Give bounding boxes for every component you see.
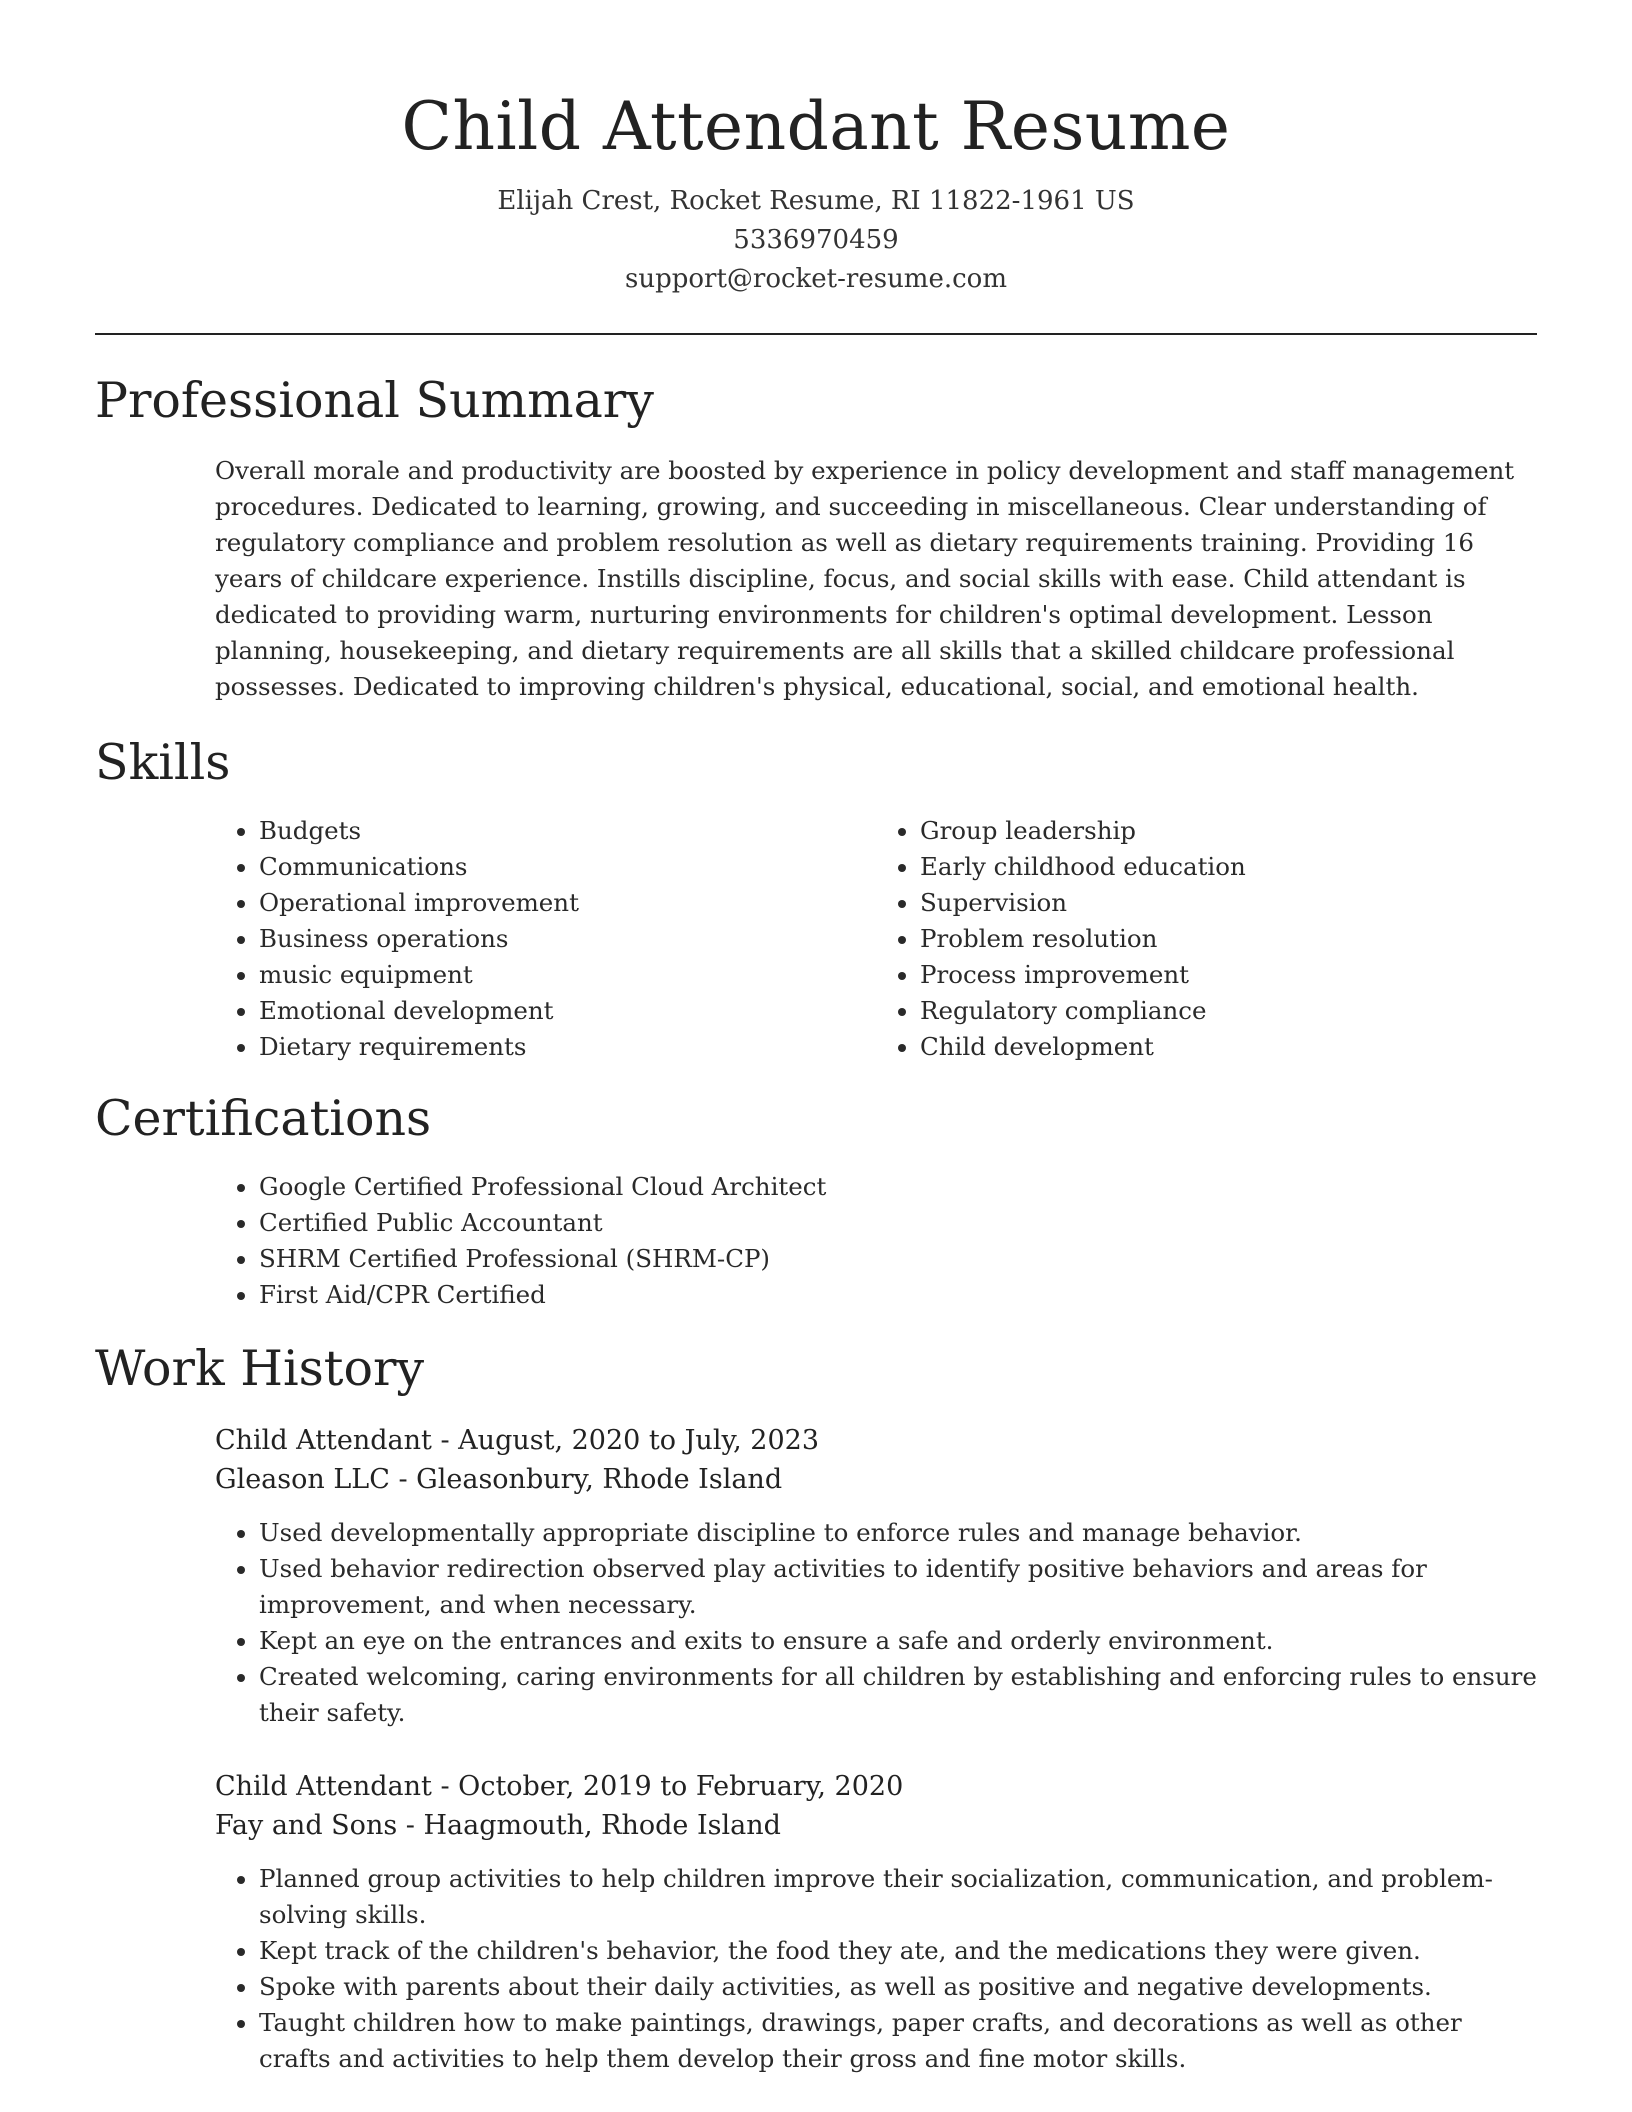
job-duty-item: • Spoke with parents about their daily activities, as well as positive and negative developments. (259, 1969, 1537, 2005)
skill-item: • Child development (920, 1029, 1537, 1065)
certification-item: • Certified Public Accountant (259, 1205, 1537, 1241)
skills-column-left (215, 813, 876, 1065)
certification-item: • SHRM Certified Professional (SHRM-CP) (259, 1241, 1537, 1277)
certification-item: • Google Certified Professional Cloud Architect (259, 1169, 1537, 1205)
job-company-location: Gleason LLC - Gleasonbury, Rhode Island (215, 1464, 783, 1495)
job-company-location: Fay and Sons - Haagmouth, Rhode Island (215, 1810, 781, 1841)
skill-item: • Communications (259, 849, 876, 885)
skill-item: • Business operations (259, 921, 876, 957)
contact-phone: 5336970459 (733, 225, 899, 255)
skills-grid (215, 813, 1537, 1065)
contact-email: support@rocket-resume.com (624, 264, 1007, 294)
skill-item: • Operational improvement (259, 885, 876, 921)
skill-item: • Problem resolution (920, 921, 1537, 957)
certification-item: • First Aid/CPR Certified (259, 1277, 1537, 1313)
job-duty-item: • Planned group activities to help children improve their socialization, communication, and problem-solving skills. (259, 1861, 1537, 1933)
skill-item: • Group leadership (920, 813, 1537, 849)
job-entry (215, 1767, 1537, 2077)
job-duties-list (215, 1515, 1537, 1731)
skill-item: • Dietary requirements (259, 1029, 876, 1065)
skill-item: • Supervision (920, 885, 1537, 921)
work-history-section (95, 1339, 1537, 2077)
skills-heading: Skills (95, 734, 231, 791)
job-title-dates: Child Attendant - August, 2020 to July, 2023 (215, 1425, 819, 1456)
skill-item: • Regulatory compliance (920, 993, 1537, 1029)
job-duty-item: • Kept an eye on the entrances and exits to ensure a safe and orderly environment. (259, 1623, 1537, 1659)
job-duty-item: • Taught children how to make paintings, drawings, paper crafts, and decorations as well as other crafts and activities to help them develop their gross and fine motor skills. (259, 2005, 1537, 2077)
contact-address: Elijah Crest, Rocket Resume, RI 11822-1961 US (497, 186, 1135, 216)
skill-item: • Process improvement (920, 957, 1537, 993)
job-duty-item: • Kept track of the children's behavior, the food they ate, and the medications they were given. (259, 1933, 1537, 1969)
job-duty-item: • Created welcoming, caring environments for all children by establishing and enforcing rules to ensure their safety. (259, 1659, 1537, 1731)
contact-info (95, 182, 1537, 299)
job-title-dates: Child Attendant - October, 2019 to February, 2020 (215, 1771, 904, 1802)
skill-item: • Early childhood education (920, 849, 1537, 885)
skill-item: • Budgets (259, 813, 876, 849)
summary-text: Overall morale and productivity are boosted by experience in policy development and staff management procedures. Dedicated to learning, growing, and succeeding in miscellaneous. Clear understanding of regulatory compliance and problem resolution as well as dietary requirements training. Providing 16 years of childcare experience. Instills discipline, focus, and social skills with ease. Child attendant is dedicated to providing warm, nurturing environments for children's optimal development. Lesson planning, housekeeping, and dietary requirements are all skills that a skilled childcare professional possesses. Dedicated to improving children's physical, educational, social, and emotional health. (215, 456, 1515, 701)
professional-summary-section (95, 371, 1537, 705)
certifications-section (95, 1089, 1537, 1313)
skills-section (95, 733, 1537, 1065)
job-entry (215, 1421, 1537, 1731)
summary-heading: Professional Summary (95, 372, 654, 429)
resume-header (95, 0, 1537, 299)
job-duties-list (215, 1861, 1537, 2077)
job-duty-item: • Used developmentally appropriate discipline to enforce rules and manage behavior. (259, 1515, 1537, 1551)
certifications-list (215, 1169, 1537, 1313)
skill-item: • Emotional development (259, 993, 876, 1029)
resume-title: Child Attendant Resume (401, 88, 1231, 165)
work-history-heading: Work History (95, 1340, 425, 1397)
skills-column-right (876, 813, 1537, 1065)
job-duty-item: • Used behavior redirection observed play activities to identify positive behaviors and areas for improvement, and when necessary. (259, 1551, 1537, 1623)
header-divider (95, 333, 1537, 335)
skill-item: • music equipment (259, 957, 876, 993)
certifications-heading: Certifications (95, 1090, 432, 1147)
